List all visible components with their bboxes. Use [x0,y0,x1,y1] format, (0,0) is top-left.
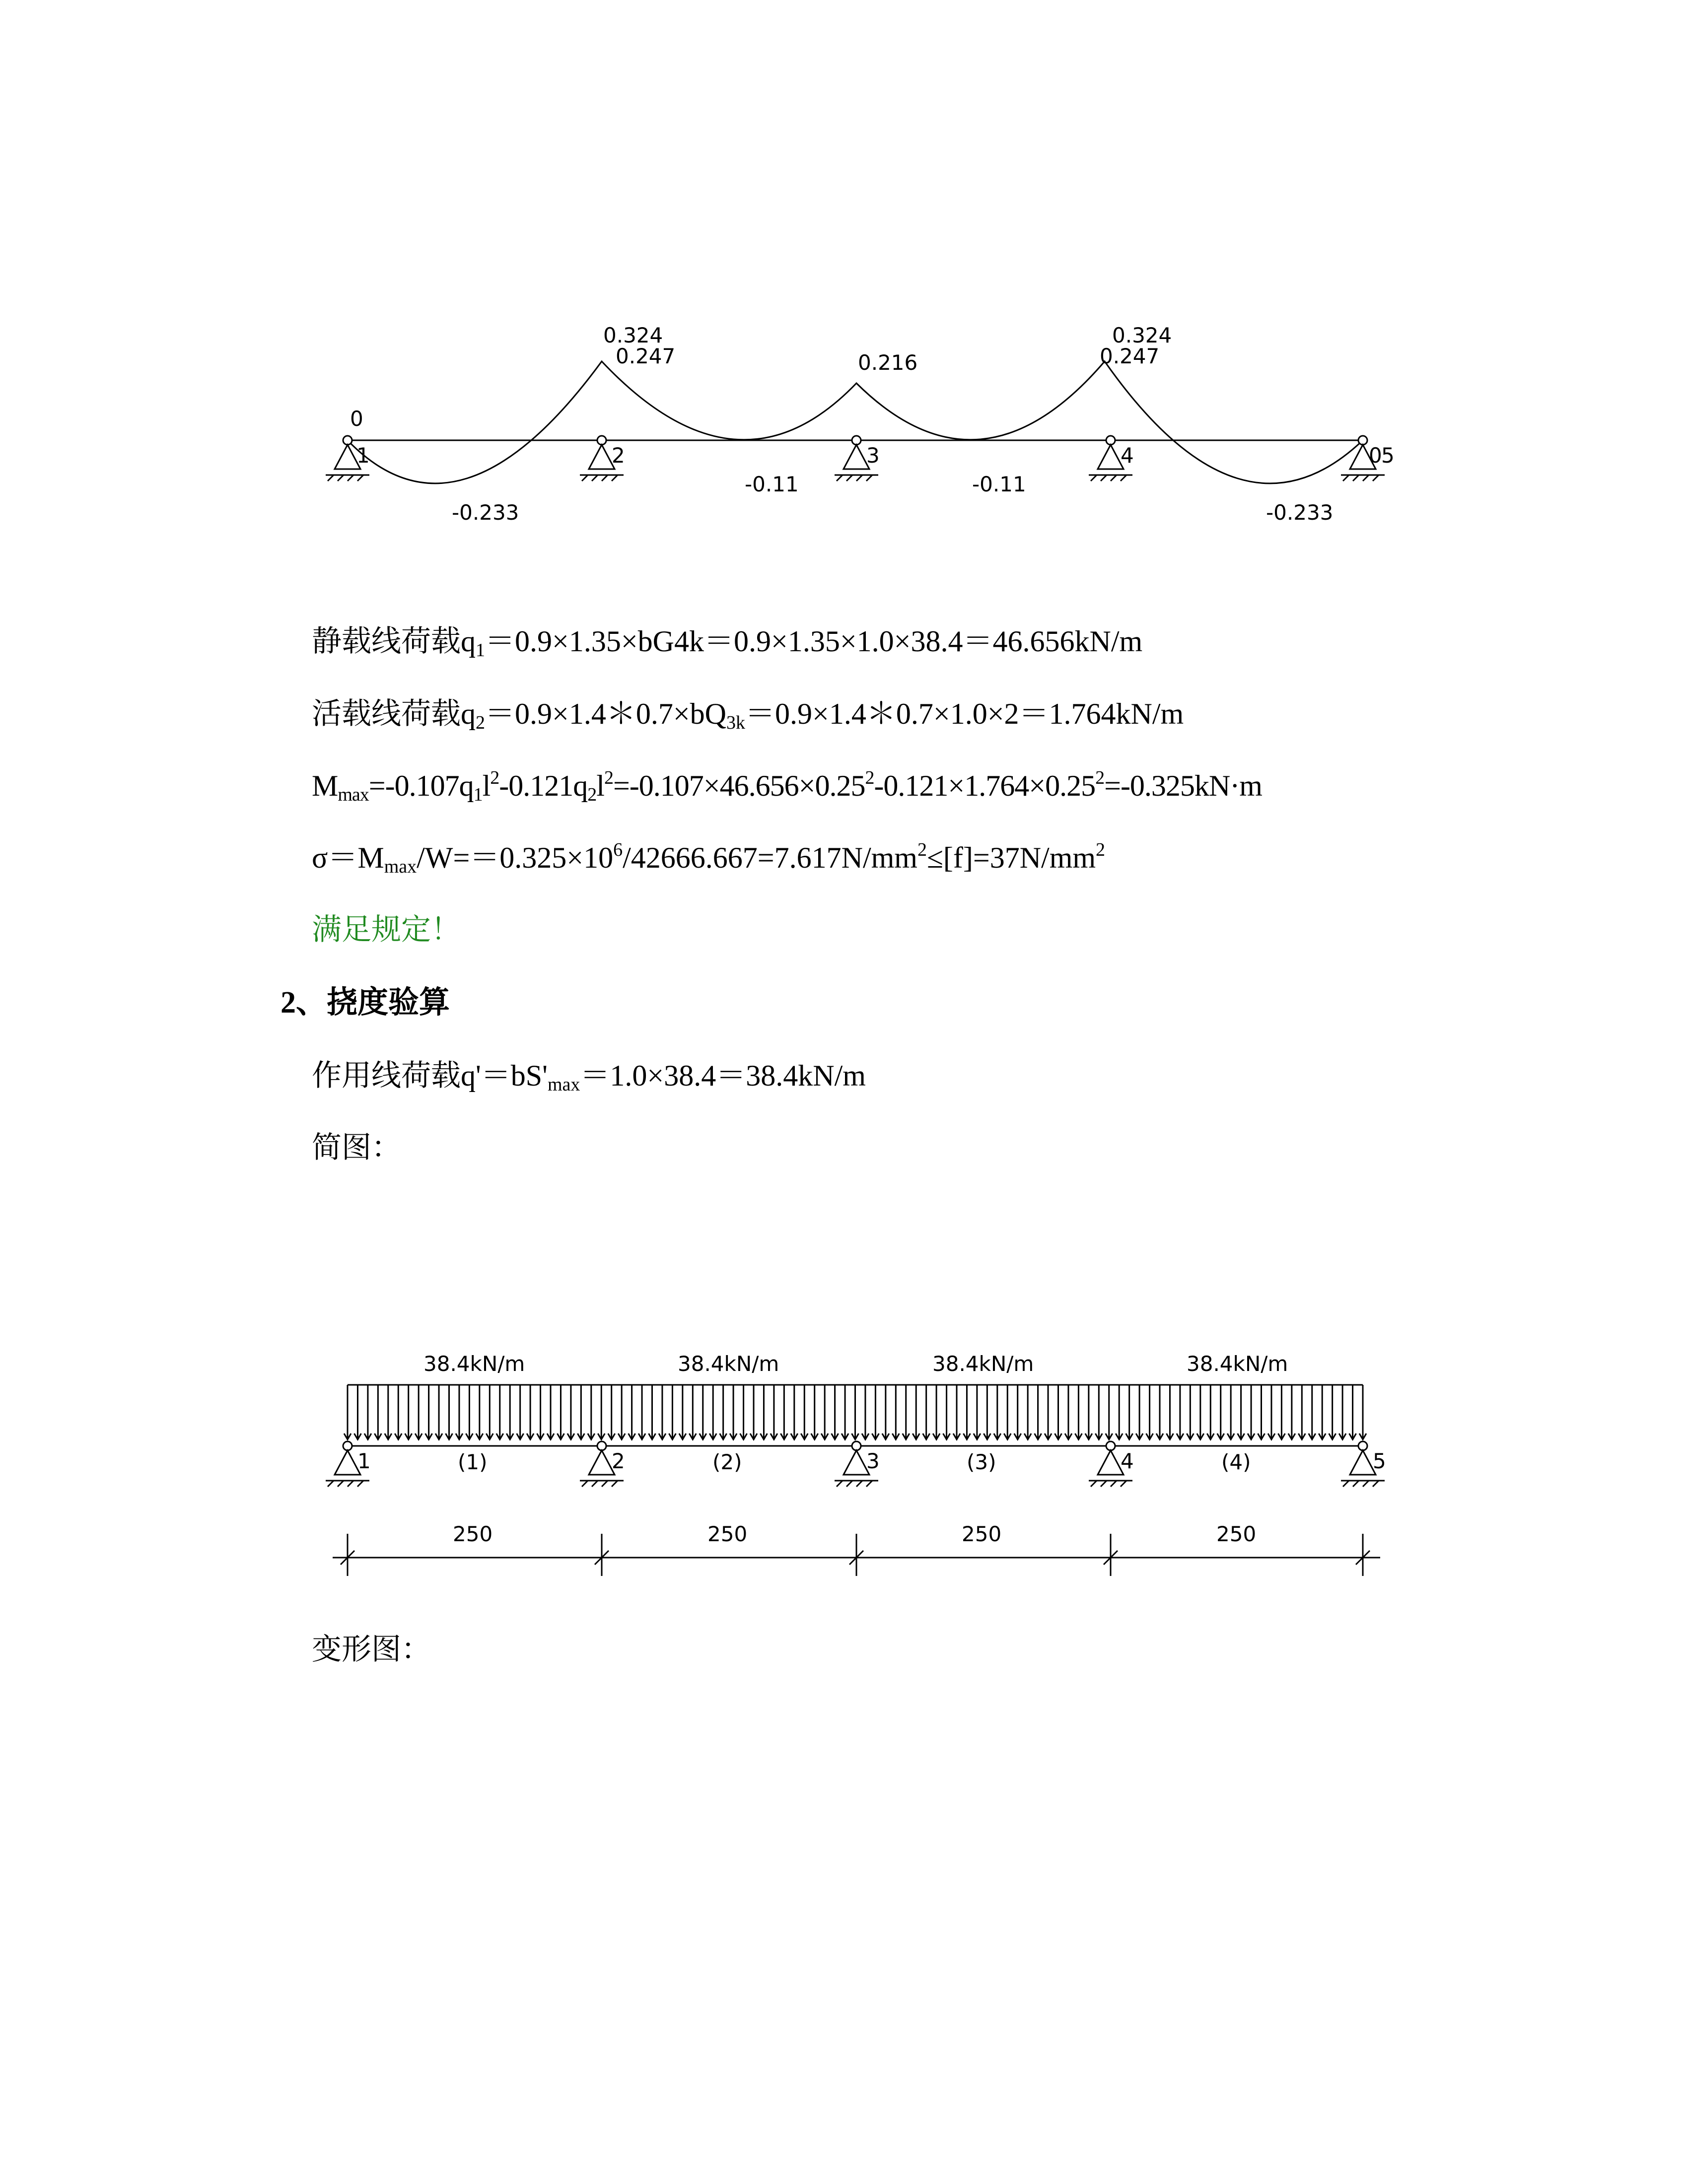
load-arrow [923,1385,930,1439]
load-arrow [1197,1385,1204,1439]
load-arrow [374,1385,381,1439]
load-arrow [974,1385,981,1439]
load-arrow [1207,1385,1214,1439]
span-label-2: -0.11 [745,472,799,496]
load-arrow [1227,1385,1234,1439]
load-arrow [598,1385,605,1439]
load-arrow [740,1385,747,1439]
span-num-2: (2) [712,1450,742,1474]
dq-rest: ＝1.0×38.4＝38.4kN/m [580,1059,866,1092]
load-arrow [405,1385,412,1439]
load-arrow [608,1385,615,1439]
m-sub: max [338,784,369,805]
support-label-1: 1 [356,443,370,468]
load-arrow [913,1385,919,1439]
dimension-tick [1104,1534,1118,1576]
load-arrow [1339,1385,1346,1439]
load-label-3: 38.4kN/m [932,1352,1034,1376]
load-arrow [496,1385,503,1439]
dq-sub: max [548,1074,580,1095]
load-arrow [872,1385,879,1439]
q1-label: 静载线荷载q [312,625,476,658]
dimension-tick [849,1534,863,1576]
q1-sub: 1 [476,640,485,661]
load-arrow [629,1385,635,1439]
load-arrow [486,1385,493,1439]
dimension-2: 250 [707,1522,748,1546]
load-arrow [557,1385,564,1439]
load-arrow [709,1385,716,1439]
load-arrow [679,1385,686,1439]
load-support-label-4: 4 [1121,1449,1134,1473]
load-arrow [1268,1385,1275,1439]
load-arrow [862,1385,869,1439]
load-arrow [1156,1385,1163,1439]
load-arrow [638,1385,645,1439]
span-label-4: -0.233 [1266,500,1334,525]
m-e: l [596,769,604,802]
s-sup1: 6 [613,839,623,860]
load-arrow [1359,1385,1366,1439]
calc-line-sigma [312,838,1105,878]
load-arrow [1095,1385,1102,1439]
load-arrow [801,1385,808,1439]
dimension-1: 250 [453,1522,493,1546]
s-a: σ＝M [312,841,384,874]
load-arrow [385,1385,392,1439]
support-label-3: 3 [866,443,880,468]
support-label-4: 4 [1121,443,1134,468]
s-d: ≤[f]=37N/mm [926,841,1096,874]
load-arrow [903,1385,910,1439]
load-arrow [791,1385,798,1439]
load-arrow [1024,1385,1031,1439]
q2-label: 活载线荷载q [312,697,476,730]
peak-label-4-top: 0.324 [1112,323,1172,347]
m-sub1: 1 [473,784,483,805]
load-arrow [618,1385,625,1439]
load-support-label-1: 1 [357,1449,371,1473]
span-num-1: (1) [458,1450,488,1474]
s-sub: max [384,856,417,877]
end-label-right: 0 [1369,443,1382,468]
s-b: /W=＝0.325×10 [417,841,614,874]
load-arrow [517,1385,524,1439]
load-arrows [344,1385,1366,1439]
peak-label-4-bottom: 0.247 [1100,344,1160,368]
load-arrow [1055,1385,1062,1439]
dimension-tick [341,1534,354,1576]
s-sup3: 2 [1096,839,1106,860]
load-arrow [1126,1385,1133,1439]
load-arrow [344,1385,351,1439]
load-arrow [1065,1385,1072,1439]
dimension-4: 250 [1216,1522,1257,1546]
peak-label-2-bottom: 0.247 [616,344,676,368]
m-d: -0.121q [499,769,588,802]
load-label-2: 38.4kN/m [678,1352,779,1376]
support-label-5: 5 [1381,443,1395,468]
calc-line-q1 [312,621,1142,661]
q2-sub: 2 [476,712,485,733]
m-c: l [482,769,491,802]
s-c: /42666.667=7.617N/mm [623,841,917,874]
load-arrow [659,1385,666,1439]
load-arrow [1278,1385,1285,1439]
load-arrow [476,1385,483,1439]
dimension-tick [1356,1534,1370,1576]
load-arrow [354,1385,361,1439]
end-label-left: 0 [350,407,363,431]
load-arrow [1329,1385,1336,1439]
load-arrow [750,1385,757,1439]
load-arrow [577,1385,584,1439]
load-arrow [842,1385,848,1439]
load-arrow [1258,1385,1265,1439]
load-arrow [456,1385,463,1439]
load-arrow [1014,1385,1021,1439]
load-arrow [821,1385,828,1439]
calc-line-mmax [312,766,1262,806]
load-arrow [547,1385,554,1439]
load-arrow [415,1385,422,1439]
dimension-3: 250 [962,1522,1002,1546]
load-arrow [1319,1385,1326,1439]
q2-rest: ＝0.9×1.4＊0.7×bQ [485,697,727,730]
load-arrow [771,1385,777,1439]
load-arrow [1035,1385,1042,1439]
load-arrow [882,1385,889,1439]
deflection-load-line [312,1056,866,1095]
load-arrow [435,1385,442,1439]
check-result: 满足规定！ [312,913,461,946]
load-arrow [395,1385,402,1439]
load-arrow [1166,1385,1173,1439]
load-arrow [588,1385,595,1439]
load-label-4: 38.4kN/m [1187,1352,1288,1376]
load-arrow [1146,1385,1153,1439]
span-num-4: (4) [1221,1450,1251,1474]
deform-label: 变形图： [312,1633,431,1666]
peak-label-2-top: 0.324 [603,323,663,347]
calc-line-q2 [312,694,1184,734]
load-arrow [963,1385,970,1439]
load-arrow [852,1385,859,1439]
load-arrow [994,1385,1001,1439]
peak-label-3: 0.216 [858,350,918,375]
span-num-3: (3) [967,1450,996,1474]
load-arrow [649,1385,656,1439]
dimension-tick [595,1534,609,1576]
load-arrow [953,1385,960,1439]
s-sup2: 2 [917,839,927,860]
m-g: -0.121×1.764×0.25 [874,769,1096,802]
load-arrow [811,1385,818,1439]
load-arrow [1045,1385,1052,1439]
m-h: =-0.325kN·m [1104,769,1262,802]
load-arrow [689,1385,696,1439]
moment-diagram [0,308,1688,546]
load-arrow [466,1385,473,1439]
load-arrow [943,1385,950,1439]
load-arrow [780,1385,787,1439]
load-arrow [1298,1385,1305,1439]
load-arrow [669,1385,676,1439]
load-support-label-3: 3 [866,1449,880,1473]
load-arrow [1288,1385,1295,1439]
load-support-label-2: 2 [612,1449,625,1473]
load-arrow [832,1385,839,1439]
load-arrow [537,1385,544,1439]
m-b: =-0.107q [368,769,474,802]
load-arrow [1248,1385,1255,1439]
load-arrow [1085,1385,1092,1439]
load-arrow [1116,1385,1123,1439]
m-sup4: 2 [1095,767,1105,788]
q2-sub2: 3k [726,712,746,733]
span-label-3: -0.11 [972,472,1026,496]
section-heading: 2、挠度验算 [281,986,450,1020]
load-arrow [1349,1385,1356,1439]
load-arrow [730,1385,737,1439]
load-arrow [1177,1385,1184,1439]
load-arrow [364,1385,371,1439]
load-arrow [567,1385,574,1439]
m-sup3: 2 [865,767,874,788]
load-label-1: 38.4kN/m [423,1352,525,1376]
moment-diagram-svg [0,308,1688,546]
load-diagram [0,1340,1688,1588]
load-arrow [892,1385,899,1439]
load-arrow [1106,1385,1113,1439]
load-arrow [1309,1385,1316,1439]
load-arrow [720,1385,727,1439]
sketch-label: 简图： [312,1131,401,1164]
support-label-2: 2 [612,443,625,468]
load-arrow [984,1385,990,1439]
load-arrow [506,1385,513,1439]
load-arrow [1187,1385,1194,1439]
load-arrow [425,1385,432,1439]
dimension-ticks [341,1534,1370,1576]
load-arrow [1075,1385,1082,1439]
m-sub2: 2 [587,784,597,805]
load-arrow [446,1385,453,1439]
load-arrow [933,1385,940,1439]
m-f: =-0.107×46.656×0.25 [613,769,865,802]
m-a: M [312,769,338,802]
load-arrow [760,1385,767,1439]
load-support-label-5: 5 [1373,1449,1386,1473]
m-sup2: 2 [604,767,613,788]
span-label-1: -0.233 [452,500,519,525]
load-arrow [527,1385,534,1439]
dq-label: 作用线荷载q'＝bS' [312,1059,548,1092]
load-arrow [1217,1385,1224,1439]
load-arrow [1136,1385,1143,1439]
load-arrow [1004,1385,1011,1439]
q1-rest: ＝0.9×1.35×bG4k＝0.9×1.35×1.0×38.4＝46.656kN/m [485,625,1143,658]
load-arrow [700,1385,706,1439]
m-sup1: 2 [490,767,499,788]
moment-curve [348,361,1363,483]
load-arrow [1238,1385,1245,1439]
load-diagram-svg [0,1340,1688,1588]
q2-rest2: ＝0.9×1.4＊0.7×1.0×2＝1.764kN/m [745,697,1184,730]
